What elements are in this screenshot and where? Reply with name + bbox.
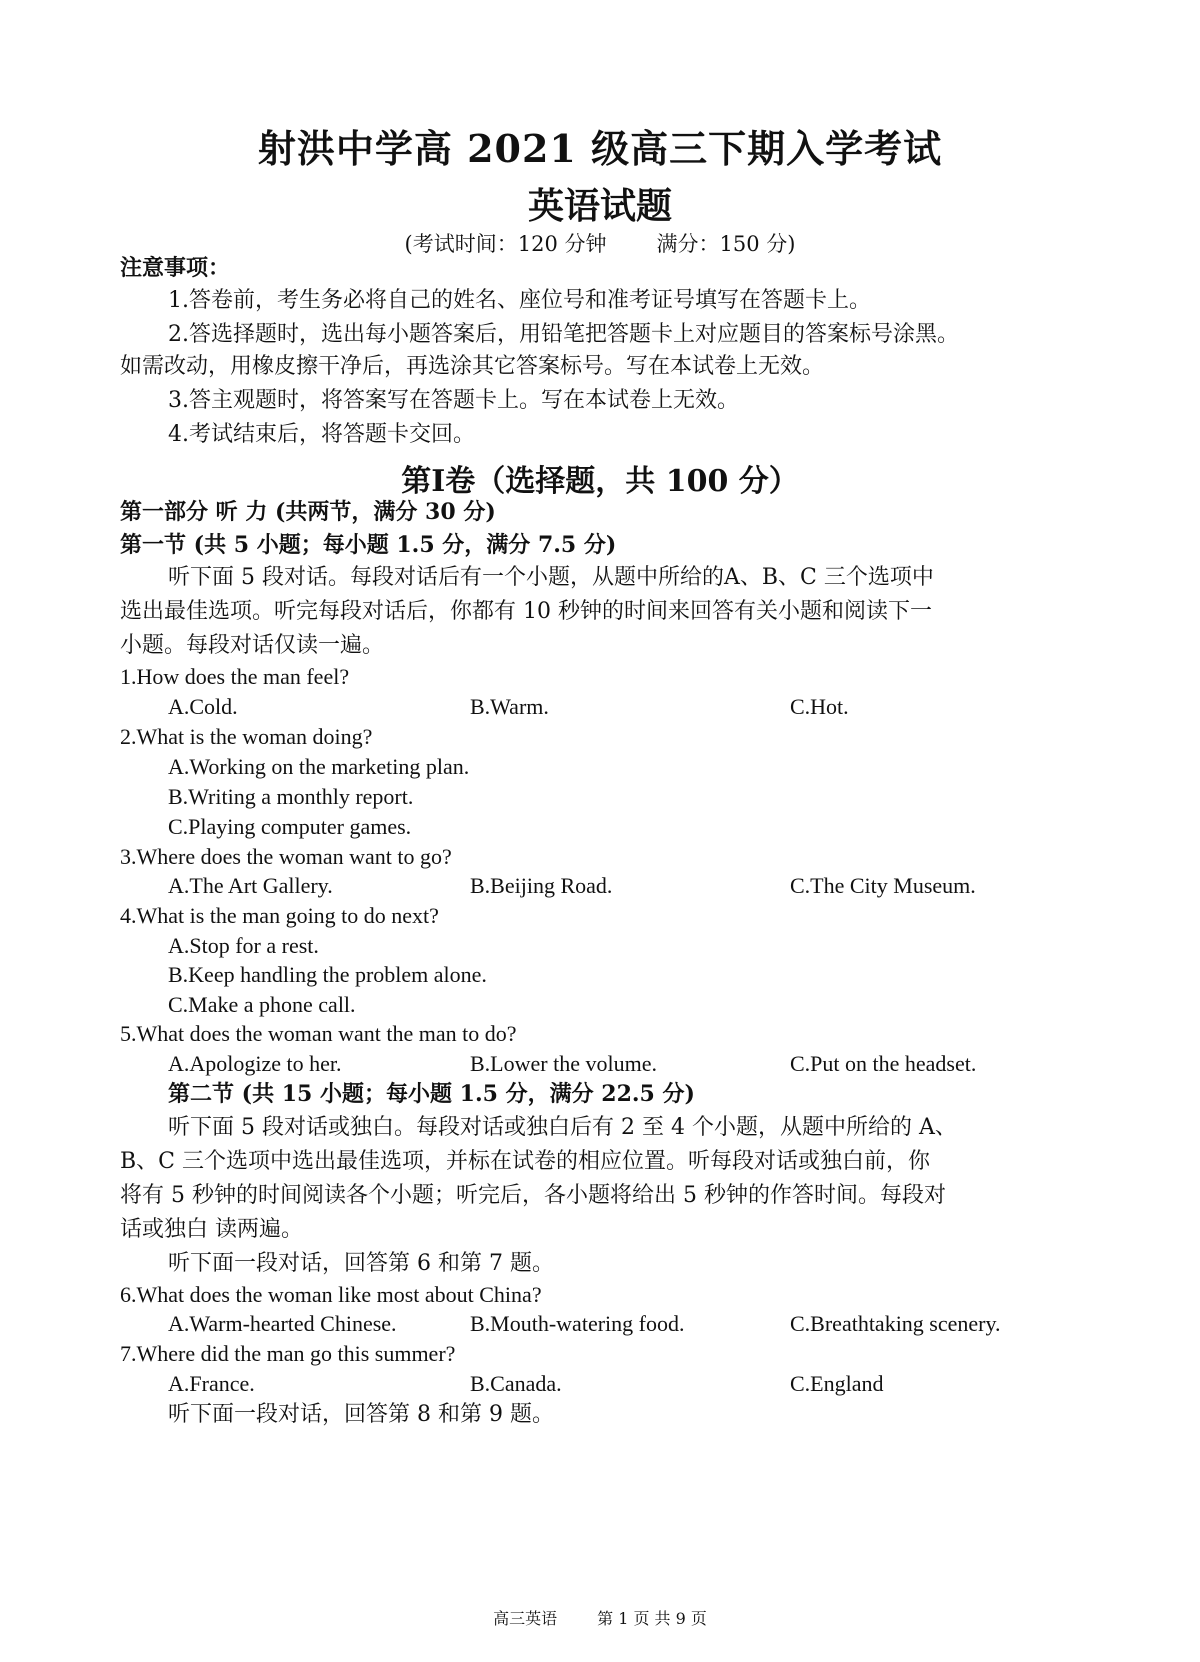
question-3-stem: 3.Where does the woman want to go? bbox=[120, 844, 452, 869]
question-6-stem: 6.What does the woman like most about China? bbox=[120, 1282, 542, 1307]
subsection-2-title: 第二节 (共 15 小题；每小题 1.5 分，满分 22.5 分) bbox=[168, 1081, 695, 1107]
exam-time: (考试时间：120 分钟 bbox=[404, 232, 607, 256]
question-6-option-b: B.Mouth-watering food. bbox=[470, 1311, 685, 1336]
subsection-2-instruction-line-1: 听下面 5 段对话或独白。每段对话或独白后有 2 至 4 个小题，从题中所给的 A、 bbox=[168, 1115, 957, 1140]
question-3-option-a: A.The Art Gallery. bbox=[168, 873, 333, 898]
subsection-2-instruction-line-3: 将有 5 秒钟的时间阅读各个小题；听完后，各小题将给出 5 秒钟的作答时间。每段对 bbox=[120, 1183, 946, 1208]
question-2-stem: 2.What is the woman doing? bbox=[120, 724, 373, 749]
question-2-option-b: B.Writing a monthly report. bbox=[168, 784, 414, 809]
question-5-option-c: C.Put on the headset. bbox=[790, 1051, 977, 1076]
question-1-option-c: C.Hot. bbox=[790, 694, 849, 719]
question-7-option-c: C.England bbox=[790, 1371, 884, 1396]
question-1-stem: 1.How does the man feel? bbox=[120, 664, 350, 689]
question-2-option-c: C.Playing computer games. bbox=[168, 814, 412, 839]
section-title: 第一部分 听 力 (共两节，满分 30 分) bbox=[120, 499, 496, 525]
question-2-option-a: A.Working on the marketing plan. bbox=[168, 754, 470, 779]
listen-instruction-6-7: 听下面一段对话，回答第 6 和第 7 题。 bbox=[168, 1251, 554, 1276]
subsection-1-instruction-line-1: 听下面 5 段对话。每段对话后有一个小题，从题中所给的A、B、C 三个选项中 bbox=[168, 565, 934, 590]
footer-page-number: 第 1 页 共 9 页 bbox=[597, 1609, 707, 1628]
question-7-stem: 7.Where did the man go this summer? bbox=[120, 1341, 456, 1366]
exam-title: 射洪中学高 2021 级高三下期入学考试 bbox=[257, 126, 943, 171]
note-1: 1.答卷前，考生务必将自己的姓名、座位号和准考证号填写在答题卡上。 bbox=[168, 288, 871, 313]
question-4-option-a: A.Stop for a rest. bbox=[168, 933, 319, 958]
question-1-option-a: A.Cold. bbox=[168, 694, 238, 719]
subsection-1-instruction-line-2: 选出最佳选项。听完每段对话后，你都有 10 秒钟的时间来回答有关小题和阅读下一 bbox=[120, 599, 932, 624]
note-3: 3.答主观题时，将答案写在答题卡上。写在本试卷上无效。 bbox=[168, 388, 739, 413]
question-3-option-c: C.The City Museum. bbox=[790, 873, 976, 898]
exam-score: 满分：150 分) bbox=[656, 232, 796, 256]
subsection-2-instruction-line-4: 话或独白 读两遍。 bbox=[120, 1217, 303, 1242]
question-7-option-b: B.Canada. bbox=[470, 1371, 562, 1396]
question-1-option-b: B.Warm. bbox=[470, 694, 549, 719]
subsection-2-instruction-line-2: B、C 三个选项中选出最佳选项，并标在试卷的相应位置。听每段对话或独白前，你 bbox=[120, 1149, 930, 1174]
question-6-option-c: C.Breathtaking scenery. bbox=[790, 1311, 1001, 1336]
question-4-option-b: B.Keep handling the problem alone. bbox=[168, 962, 487, 987]
note-2b: 如需改动，用橡皮擦干净后，再选涂其它答案标号。写在本试卷上无效。 bbox=[120, 354, 825, 379]
subsection-1-instruction-line-3: 小题。每段对话仅读一遍。 bbox=[120, 633, 385, 658]
question-3-option-b: B.Beijing Road. bbox=[470, 873, 613, 898]
question-5-option-b: B.Lower the volume. bbox=[470, 1051, 657, 1076]
notes-heading: 注意事项： bbox=[120, 255, 231, 281]
question-6-option-a: A.Warm-hearted Chinese. bbox=[168, 1311, 397, 1336]
listen-instruction-8-9: 听下面一段对话，回答第 8 和第 9 题。 bbox=[168, 1402, 554, 1427]
footer-subject: 高三英语 bbox=[493, 1609, 558, 1628]
note-4: 4.考试结束后，将答题卡交回。 bbox=[168, 422, 475, 447]
page-footer bbox=[0, 1606, 1200, 1629]
question-4-stem: 4.What is the man going to do next? bbox=[120, 903, 439, 928]
question-7-option-a: A.France. bbox=[168, 1371, 255, 1396]
subsection-1-title: 第一节 (共 5 小题；每小题 1.5 分，满分 7.5 分) bbox=[120, 532, 617, 558]
question-5-option-a: A.Apologize to her. bbox=[168, 1051, 342, 1076]
note-2a: 2.答选择题时，选出每小题答案后，用铅笔把答题卡上对应题目的答案标号涂黑。 bbox=[168, 322, 959, 347]
exam-subtitle: 英语试题 bbox=[527, 185, 672, 227]
question-5-stem: 5.What does the woman want the man to do? bbox=[120, 1021, 517, 1046]
part-title: 第I卷（选择题，共 100 分） bbox=[401, 464, 799, 499]
question-4-option-c: C.Make a phone call. bbox=[168, 992, 356, 1017]
